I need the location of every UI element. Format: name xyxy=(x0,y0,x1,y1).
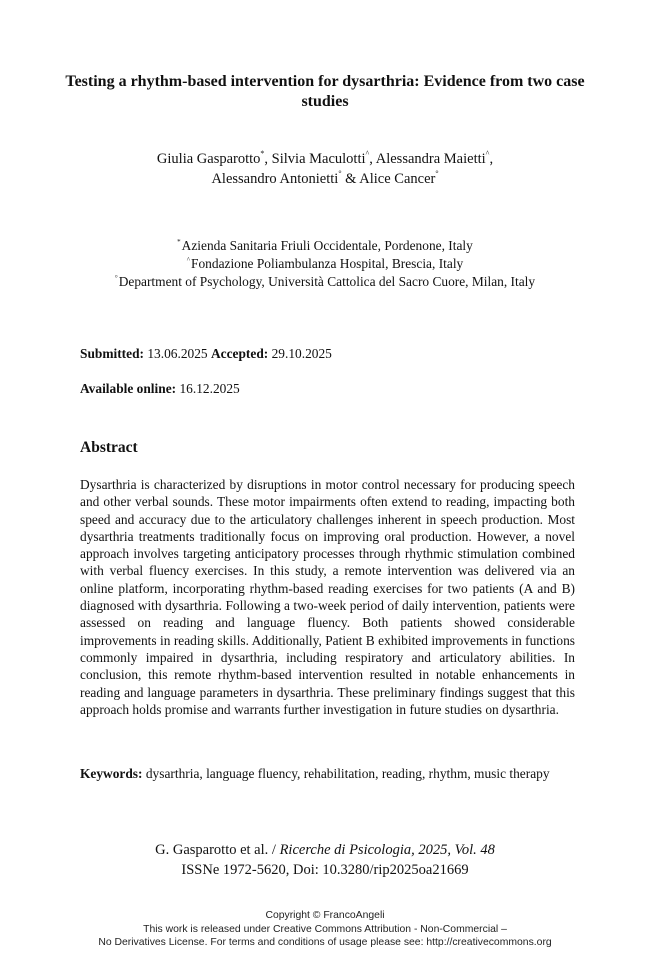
accepted-label: Accepted: xyxy=(210,346,269,361)
affiliation-mark: ° xyxy=(435,169,439,178)
online-date xyxy=(80,380,240,398)
license-line-2: No Derivatives License. For terms and conditions of usage please see: http://creativecommons.org xyxy=(98,937,552,948)
affiliation-item xyxy=(40,273,610,291)
affiliation-item xyxy=(40,237,610,255)
author-name: Alice Cancer xyxy=(359,171,436,187)
affiliation-list xyxy=(40,237,610,291)
author-list xyxy=(40,149,610,189)
affiliation-mark: ° xyxy=(114,274,118,282)
affiliation-text: Department of Psychology, Università Cattolica del Sacro Cuore, Milan, Italy xyxy=(118,274,536,289)
available-label: Available online: xyxy=(80,381,177,396)
submission-dates xyxy=(80,345,332,363)
submitted-label: Submitted: xyxy=(80,346,144,361)
submitted-date: 13.06.2025 xyxy=(147,346,208,361)
affiliation-text: Azienda Sanitaria Friuli Occidentale, Pordenone, Italy xyxy=(181,238,473,253)
author-name: Silvia Maculotti xyxy=(271,151,366,167)
license-line-1: This work is released under Creative Commons Attribution - Non-Commercial – xyxy=(143,923,507,935)
citation-authors: G. Gasparotto et al. / xyxy=(155,842,276,858)
affiliation-text: Fondazione Poliambulanza Hospital, Brescia, Italy xyxy=(191,256,464,271)
citation-ids: ISSNe 1972-5620, Doi: 10.3280/rip2025oa21669 xyxy=(181,862,469,878)
affiliation-mark: ^ xyxy=(186,256,191,264)
keywords-label: Keywords: xyxy=(80,766,143,781)
author-line-1: Giulia Gasparotto*, Silvia Maculotti^, Alessandra Maietti^, xyxy=(156,149,494,167)
keywords xyxy=(80,765,575,782)
abstract-heading: Abstract xyxy=(80,439,138,456)
affiliation-mark: ^ xyxy=(485,149,490,158)
available-date: 16.12.2025 xyxy=(179,381,240,396)
copyright-line: Copyright © FrancoAngeli xyxy=(265,910,385,921)
citation xyxy=(40,840,610,880)
citation-journal: Ricerche di Psicologia, 2025, Vol. 48 xyxy=(279,842,495,858)
keywords-list: dysarthria, language fluency, rehabilitation, reading, rhythm, music therapy xyxy=(145,766,550,781)
citation-line-1 xyxy=(40,840,610,860)
affiliation-mark: ° xyxy=(338,169,342,178)
author-name: Giulia Gasparotto xyxy=(156,151,261,167)
paper-title: Testing a rhythm-based intervention for dysarthria: Evidence from two case studies xyxy=(65,73,585,110)
author-name: Alessandra Maietti xyxy=(375,151,486,167)
affiliation-mark: * xyxy=(260,149,265,158)
license-footer xyxy=(0,909,650,950)
author-line-2: Alessandro Antonietti° & Alice Cancer° xyxy=(211,169,439,187)
accepted-date: 29.10.2025 xyxy=(271,346,332,361)
affiliation-mark: ^ xyxy=(365,149,370,158)
affiliation-item xyxy=(40,255,610,273)
author-name: Alessandro Antonietti xyxy=(211,171,339,187)
abstract-body: Dysarthria is characterized by disruptions in motor control necessary for producing speech and other verbal sounds. These motor impairments often extend to reading, impacting both speed and accuracy due to the articulatory challenges inherent in speech production. Most dysarthria treatments traditionally focus on improving oral production. However, a novel approach involves targeting anticipatory processes through rhythmic stimulation combined with verbal fluency exercises. In this study, a remote intervention was delivered via an online platform, incorporating rhythm-based reading exercises for two patients (A and B) diagnosed with dysarthria. Following a two-week period of daily intervention, patients were assessed on reading and language fluency. Both patients showed considerable improvements in reading skills. Additionally, Patient B exhibited improvements in functions commonly impaired in dysarthria, including respiratory and articulatory abilities. In conclusion, this remote rhythm-based intervention resulted in notable enhancements in reading and language parameters in dysarthria. These preliminary findings suggest that this approach holds promise and warrants further investigation in future studies on dysarthria. xyxy=(80,477,575,717)
affiliation-mark: * xyxy=(177,238,181,246)
